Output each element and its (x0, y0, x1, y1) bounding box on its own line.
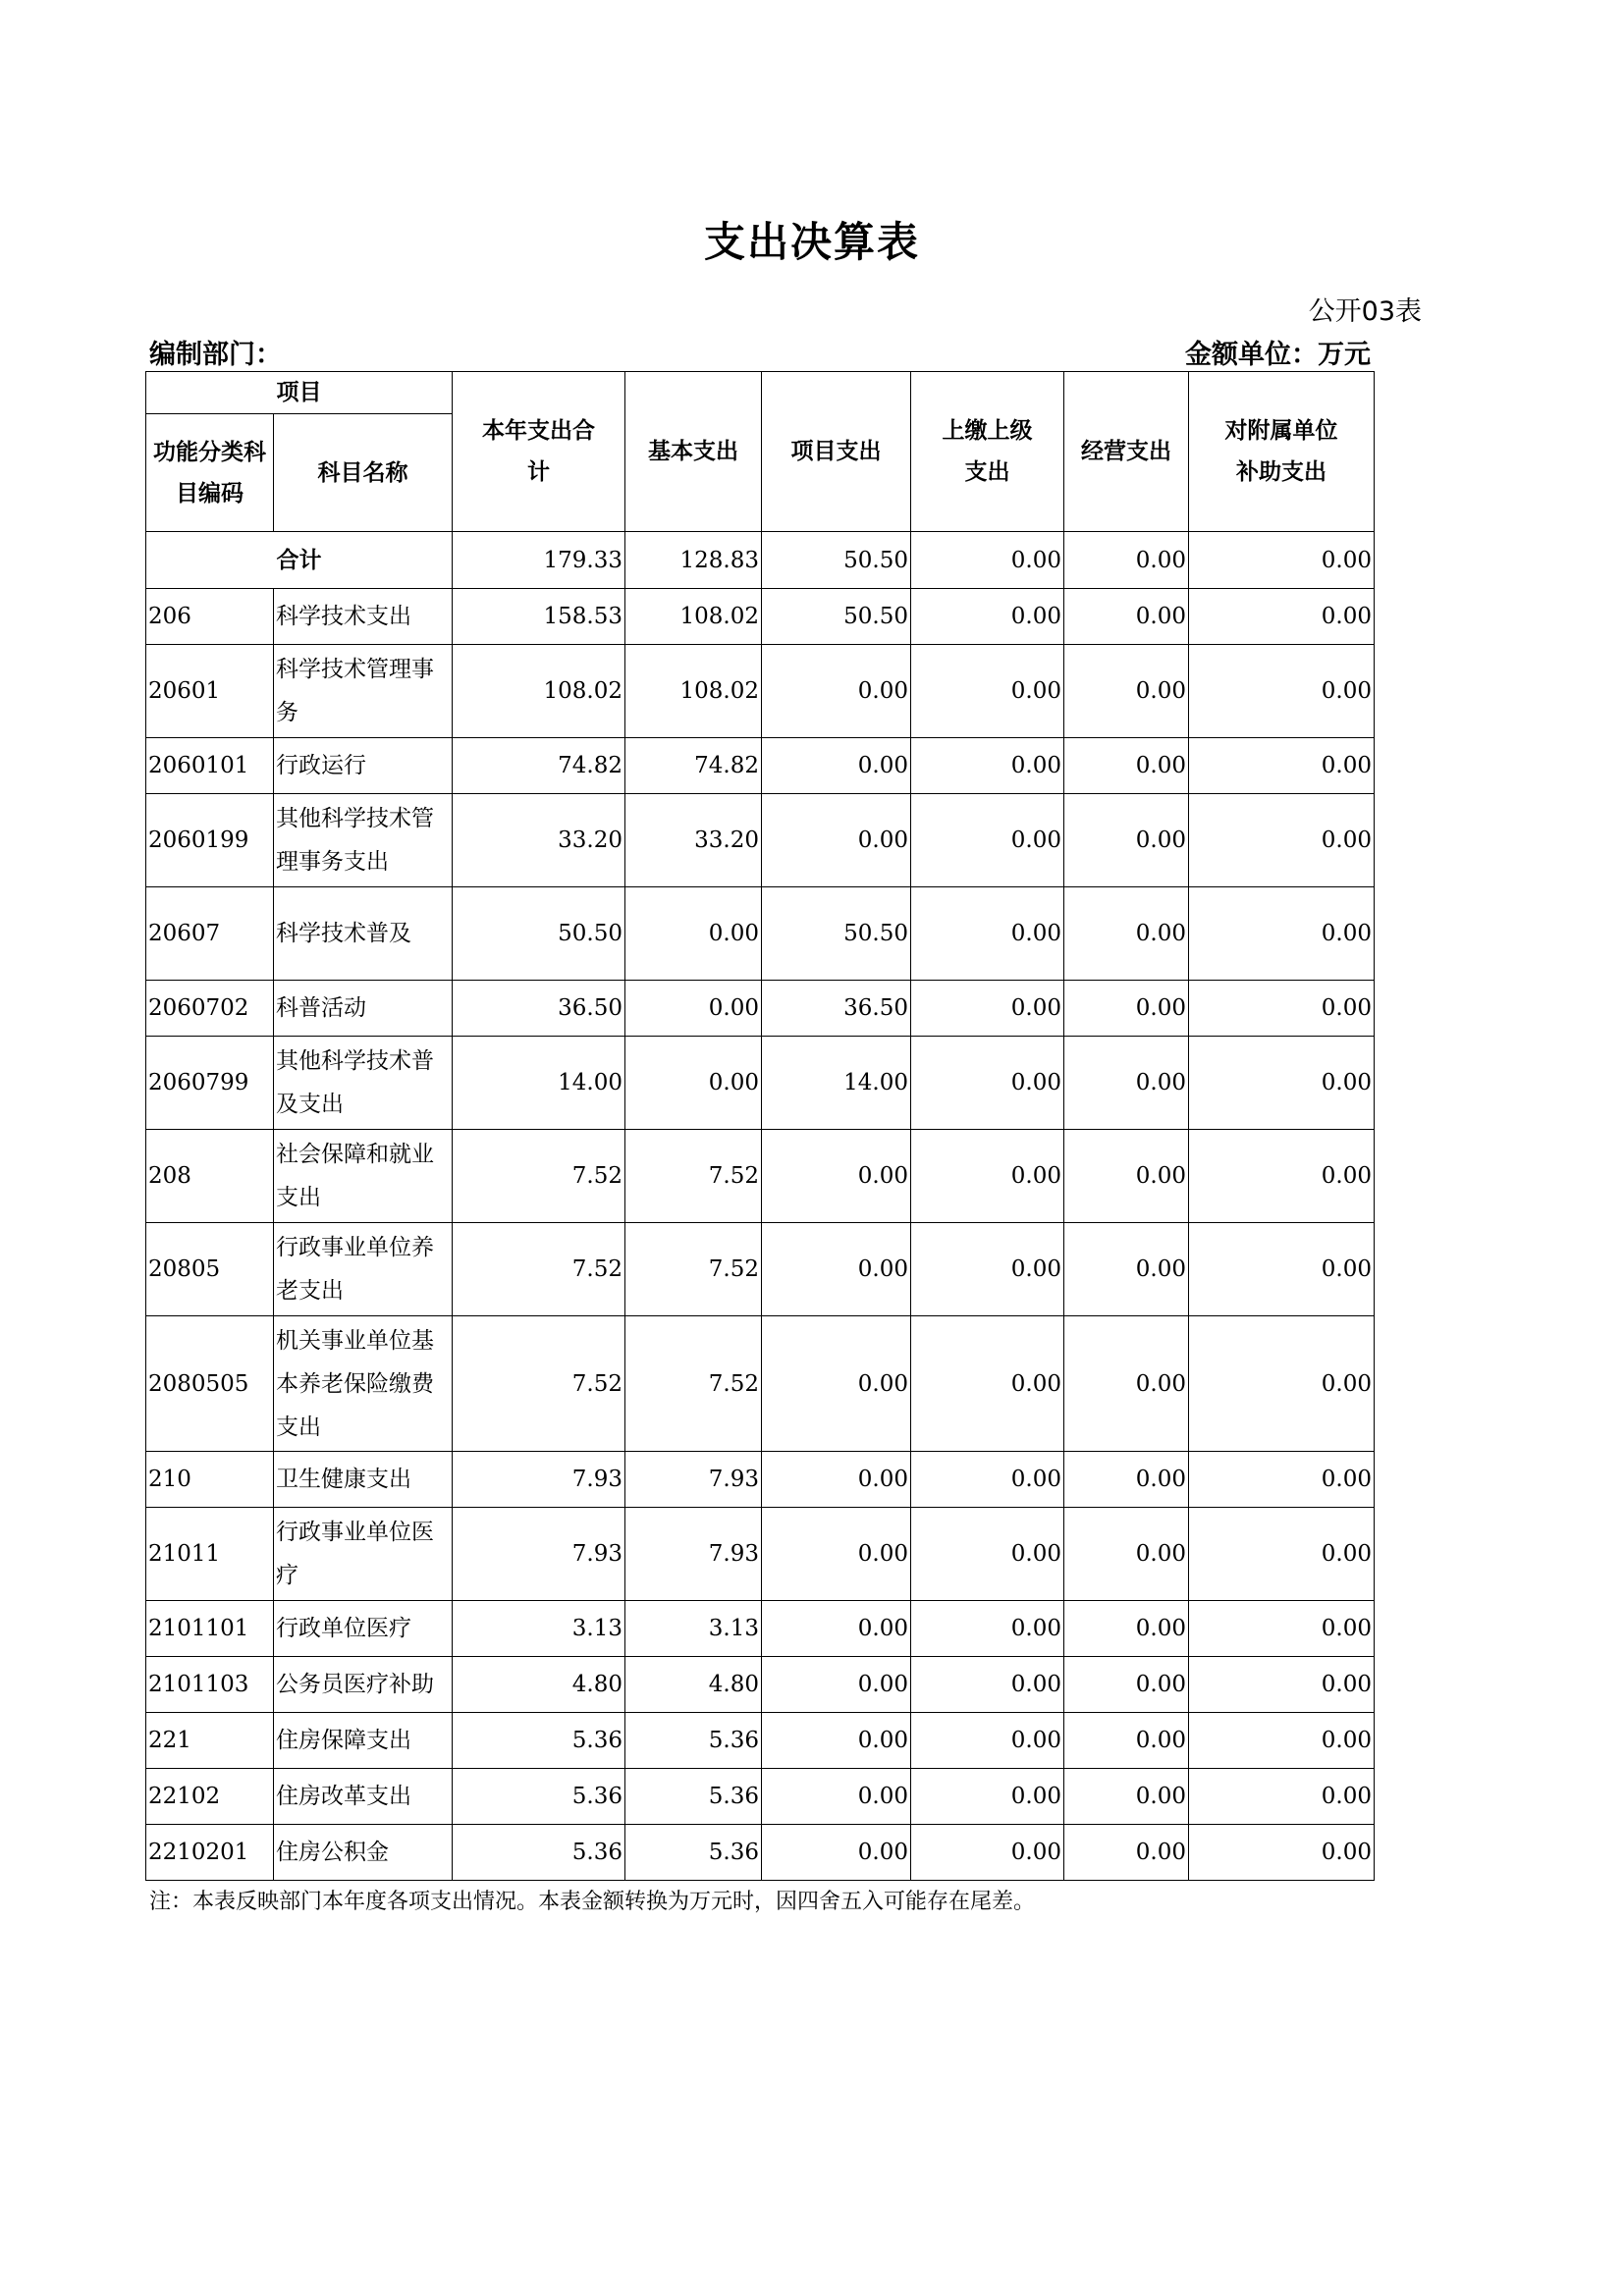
subject-name: 科学技术管理事务 (274, 645, 453, 738)
subject-name: 社会保障和就业支出 (274, 1130, 453, 1223)
amount-subsidy: 0.00 (1189, 1769, 1375, 1825)
amount-business: 0.00 (1064, 589, 1189, 645)
amount-business: 0.00 (1064, 794, 1189, 887)
total-row-basic: 128.83 (625, 532, 762, 589)
amount-business: 0.00 (1064, 1452, 1189, 1508)
total-row-total: 179.33 (453, 532, 625, 589)
amount-upper: 0.00 (911, 1601, 1064, 1657)
amount-upper: 0.00 (911, 1825, 1064, 1881)
amount-proj: 0.00 (762, 794, 911, 887)
header-upper: 上缴上级支出 (911, 372, 1064, 532)
subject-name: 机关事业单位基本养老保险缴费支出 (274, 1316, 453, 1452)
table-row (146, 738, 1375, 794)
subject-code: 2080505 (146, 1316, 274, 1452)
subject-name: 其他科学技术普及支出 (274, 1037, 453, 1130)
table-row (146, 1657, 1375, 1713)
table-row (146, 645, 1375, 738)
amount-total: 5.36 (453, 1713, 625, 1769)
amount-proj: 0.00 (762, 1130, 911, 1223)
header-total: 本年支出合计 (453, 372, 625, 532)
table-row (146, 1316, 1375, 1452)
amount-upper: 0.00 (911, 1452, 1064, 1508)
amount-business: 0.00 (1064, 1223, 1189, 1316)
total-row-upper: 0.00 (911, 532, 1064, 589)
subject-name: 科学技术支出 (274, 589, 453, 645)
subject-name: 住房公积金 (274, 1825, 453, 1881)
amount-subsidy: 0.00 (1189, 887, 1375, 981)
subject-name: 其他科学技术管理事务支出 (274, 794, 453, 887)
amount-proj: 36.50 (762, 981, 911, 1037)
amount-basic: 33.20 (625, 794, 762, 887)
amount-basic: 4.80 (625, 1657, 762, 1713)
amount-subsidy: 0.00 (1189, 1657, 1375, 1713)
subject-code: 20607 (146, 887, 274, 981)
amount-proj: 0.00 (762, 1223, 911, 1316)
table-row (146, 887, 1375, 981)
subject-name: 公务员医疗补助 (274, 1657, 453, 1713)
table-row (146, 1037, 1375, 1130)
table-row (146, 1508, 1375, 1601)
amount-total: 7.52 (453, 1130, 625, 1223)
amount-upper: 0.00 (911, 1657, 1064, 1713)
subject-name: 住房保障支出 (274, 1713, 453, 1769)
amount-total: 33.20 (453, 794, 625, 887)
amount-total: 158.53 (453, 589, 625, 645)
amount-basic: 74.82 (625, 738, 762, 794)
subject-code: 221 (146, 1713, 274, 1769)
amount-business: 0.00 (1064, 981, 1189, 1037)
amount-upper: 0.00 (911, 981, 1064, 1037)
amount-business: 0.00 (1064, 645, 1189, 738)
subject-name: 卫生健康支出 (274, 1452, 453, 1508)
amount-upper: 0.00 (911, 1316, 1064, 1452)
subject-name: 科学技术普及 (274, 887, 453, 981)
amount-proj: 50.50 (762, 589, 911, 645)
amount-upper: 0.00 (911, 645, 1064, 738)
amount-basic: 5.36 (625, 1769, 762, 1825)
amount-subsidy: 0.00 (1189, 794, 1375, 887)
subject-code: 2101101 (146, 1601, 274, 1657)
amount-business: 0.00 (1064, 1657, 1189, 1713)
amount-subsidy: 0.00 (1189, 1825, 1375, 1881)
table-row (146, 1769, 1375, 1825)
amount-upper: 0.00 (911, 887, 1064, 981)
amount-proj: 0.00 (762, 738, 911, 794)
amount-basic: 7.52 (625, 1130, 762, 1223)
total-row-project: 50.50 (762, 532, 911, 589)
total-row-business: 0.00 (1064, 532, 1189, 589)
amount-business: 0.00 (1064, 1769, 1189, 1825)
amount-basic: 0.00 (625, 887, 762, 981)
amount-proj: 0.00 (762, 1713, 911, 1769)
subject-code: 20601 (146, 645, 274, 738)
subject-code: 20805 (146, 1223, 274, 1316)
subject-code: 2060702 (146, 981, 274, 1037)
amount-total: 74.82 (453, 738, 625, 794)
table-row (146, 1223, 1375, 1316)
amount-total: 4.80 (453, 1657, 625, 1713)
amount-basic: 7.52 (625, 1223, 762, 1316)
amount-upper: 0.00 (911, 794, 1064, 887)
amount-upper: 0.00 (911, 1713, 1064, 1769)
subject-code: 206 (146, 589, 274, 645)
table-row (146, 589, 1375, 645)
subject-name: 行政运行 (274, 738, 453, 794)
amount-proj: 0.00 (762, 1657, 911, 1713)
header-subsidy: 对附属单位补助支出 (1189, 372, 1375, 532)
amount-basic: 3.13 (625, 1601, 762, 1657)
amount-total: 3.13 (453, 1601, 625, 1657)
amount-basic: 108.02 (625, 589, 762, 645)
amount-upper: 0.00 (911, 1769, 1064, 1825)
amount-business: 0.00 (1064, 1316, 1189, 1452)
amount-total: 7.52 (453, 1316, 625, 1452)
page-title: 支出决算表 (703, 218, 920, 266)
amount-business: 0.00 (1064, 1037, 1189, 1130)
department-label: 编制部门： (149, 340, 282, 370)
table-row (146, 1130, 1375, 1223)
amount-basic: 5.36 (625, 1825, 762, 1881)
amount-upper: 0.00 (911, 1037, 1064, 1130)
amount-subsidy: 0.00 (1189, 1508, 1375, 1601)
subject-code: 2060799 (146, 1037, 274, 1130)
table-row (146, 1825, 1375, 1881)
amount-proj: 0.00 (762, 1316, 911, 1452)
amount-business: 0.00 (1064, 1825, 1189, 1881)
total-row-subsidy: 0.00 (1189, 532, 1375, 589)
amount-total: 36.50 (453, 981, 625, 1037)
footnote: 注：本表反映部门本年度各项支出情况。本表金额转换为万元时，因四舍五入可能存在尾差。 (149, 1890, 1036, 1914)
amount-upper: 0.00 (911, 738, 1064, 794)
amount-total: 5.36 (453, 1825, 625, 1881)
amount-basic: 7.93 (625, 1508, 762, 1601)
amount-business: 0.00 (1064, 887, 1189, 981)
amount-proj: 0.00 (762, 1601, 911, 1657)
amount-basic: 0.00 (625, 981, 762, 1037)
subject-code: 2101103 (146, 1657, 274, 1713)
table-row (146, 1601, 1375, 1657)
amount-subsidy: 0.00 (1189, 645, 1375, 738)
amount-subsidy: 0.00 (1189, 1037, 1375, 1130)
subject-name: 行政事业单位医疗 (274, 1508, 453, 1601)
amount-upper: 0.00 (911, 589, 1064, 645)
amount-upper: 0.00 (911, 1508, 1064, 1601)
amount-proj: 0.00 (762, 645, 911, 738)
amount-basic: 0.00 (625, 1037, 762, 1130)
amount-subsidy: 0.00 (1189, 1316, 1375, 1452)
amount-proj: 0.00 (762, 1825, 911, 1881)
amount-proj: 0.00 (762, 1508, 911, 1601)
header-project: 项目 (146, 372, 453, 414)
subject-code: 210 (146, 1452, 274, 1508)
amount-subsidy: 0.00 (1189, 589, 1375, 645)
amount-proj: 0.00 (762, 1452, 911, 1508)
subject-code: 2060101 (146, 738, 274, 794)
amount-business: 0.00 (1064, 1130, 1189, 1223)
amount-upper: 0.00 (911, 1223, 1064, 1316)
amount-total: 14.00 (453, 1037, 625, 1130)
amount-total: 7.52 (453, 1223, 625, 1316)
amount-total: 7.93 (453, 1508, 625, 1601)
expenditure-table (145, 371, 1375, 1881)
amount-total: 5.36 (453, 1769, 625, 1825)
form-number: 公开03表 (1308, 296, 1422, 327)
header-basic: 基本支出 (625, 372, 762, 532)
amount-total: 108.02 (453, 645, 625, 738)
unit-label: 金额单位：万元 (1185, 340, 1371, 370)
amount-business: 0.00 (1064, 1713, 1189, 1769)
total-row-label: 合计 (146, 532, 453, 589)
table-row (146, 794, 1375, 887)
header-business: 经营支出 (1064, 372, 1189, 532)
subject-name: 科普活动 (274, 981, 453, 1037)
amount-proj: 0.00 (762, 1769, 911, 1825)
amount-proj: 50.50 (762, 887, 911, 981)
amount-business: 0.00 (1064, 1601, 1189, 1657)
amount-upper: 0.00 (911, 1130, 1064, 1223)
table-row (146, 1713, 1375, 1769)
table-row (146, 1452, 1375, 1508)
amount-subsidy: 0.00 (1189, 738, 1375, 794)
amount-subsidy: 0.00 (1189, 1130, 1375, 1223)
amount-business: 0.00 (1064, 1508, 1189, 1601)
subject-code: 22102 (146, 1769, 274, 1825)
amount-basic: 7.52 (625, 1316, 762, 1452)
table-row (146, 981, 1375, 1037)
amount-subsidy: 0.00 (1189, 981, 1375, 1037)
subject-code: 21011 (146, 1508, 274, 1601)
amount-basic: 5.36 (625, 1713, 762, 1769)
subject-code: 2060199 (146, 794, 274, 887)
amount-subsidy: 0.00 (1189, 1223, 1375, 1316)
amount-business: 0.00 (1064, 738, 1189, 794)
amount-subsidy: 0.00 (1189, 1452, 1375, 1508)
amount-subsidy: 0.00 (1189, 1601, 1375, 1657)
subject-code: 208 (146, 1130, 274, 1223)
amount-total: 7.93 (453, 1452, 625, 1508)
amount-basic: 7.93 (625, 1452, 762, 1508)
total-row (146, 532, 1375, 589)
subject-name: 行政单位医疗 (274, 1601, 453, 1657)
amount-basic: 108.02 (625, 645, 762, 738)
header-code: 功能分类科目编码 (146, 414, 274, 532)
subject-name: 住房改革支出 (274, 1769, 453, 1825)
amount-total: 50.50 (453, 887, 625, 981)
subject-code: 2210201 (146, 1825, 274, 1881)
amount-proj: 14.00 (762, 1037, 911, 1130)
amount-subsidy: 0.00 (1189, 1713, 1375, 1769)
subject-name: 行政事业单位养老支出 (274, 1223, 453, 1316)
header-project-expense: 项目支出 (762, 372, 911, 532)
header-name: 科目名称 (274, 414, 453, 532)
